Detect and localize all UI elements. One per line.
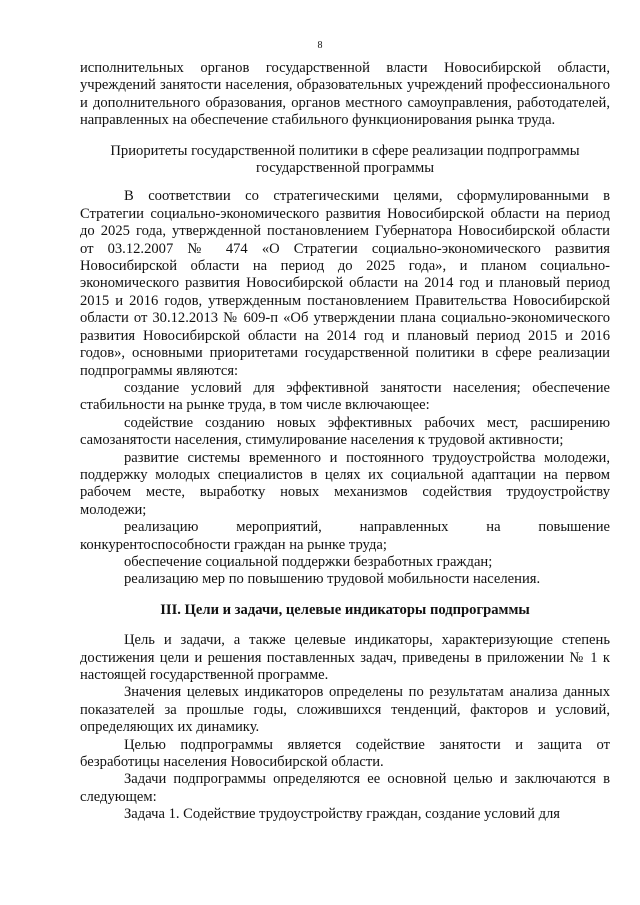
priority-item: содействие созданию новых эффективных рабочих мест, расширению самозанятости населения, стимулирование населения к трудовой активности; [80, 414, 610, 449]
priorities-heading: Приоритеты государственной политики в сфере реализации подпрограммы государственной программы [110, 142, 580, 177]
priority-item: развитие системы временного и постоянного трудоустройства молодежи, поддержку молодых специалистов в целях их социальной адаптации на первом рабочем месте, выработку новых механизмов содействия трудоустройству молодежи; [80, 449, 610, 518]
document-body [80, 60, 610, 824]
goals-paragraph: Цель и задачи, а также целевые индикаторы, характеризующие степень достижения цели и решения поставленных задач, приведены в приложении № 1 к настоящей государственной программе. [80, 632, 610, 683]
page-number: 8 [317, 40, 323, 51]
task-1-paragraph: Задача 1. Содействие трудоустройству граждан, создание условий для [124, 806, 561, 823]
intro-paragraph: исполнительных органов государственной власти Новосибирской области, учреждений занятости населения, образовательных учреждений профессионального и дополнительного образования, органов местного самоуправления, работодателей, направленных на обеспечение стабильного функционирования рынка труда. [80, 60, 610, 129]
goals-paragraph: Задачи подпрограммы определяются ее основной целью и заключаются в следующем: [80, 771, 610, 805]
priority-item: реализацию мероприятий, направленных на повышение конкурентоспособности граждан на рынке труда; [80, 519, 610, 553]
priority-item: создание условий для эффективной занятости населения; обеспечение стабильности на рынке труда, в том числе включающее: [80, 379, 610, 414]
goals-paragraph: Целью подпрограммы является содействие занятости и защита от безработицы населения Новосибирской области. [80, 736, 610, 771]
priority-item: обеспечение социальной поддержки безработных граждан; [124, 553, 493, 570]
section-iii-heading: III. Цели и задачи, целевые индикаторы подпрограммы [160, 601, 530, 618]
priorities-paragraph: В соответствии со стратегическими целями, сформулированными в Стратегии социально-экономического развития Новосибирской области на период до 2025 года, утвержденной постановлением Губернатора Новосибирской области от 03.12.2007 № 474 «О Стратегии социально-экономического развития Новосибирской области на период до 2025 года», и планом социально-экономического развития Новосибирской области на 2014 год и плановый период 2015 и 2016 годов, утвержденным постановлением Правительства Новосибирской области от 30.12.2013 № 609-п «Об утверждении плана социально-экономического развития Новосибирской области на 2014 год и плановый период 2015 и 2016 годов», основными приоритетами государственной политики в сфере реализации подпрограммы являются: [80, 188, 610, 379]
goals-paragraph: Значения целевых индикаторов определены по результатам анализа данных показателей за прошлые годы, сложившихся тенденций, факторов и условий, определяющих их динамику. [80, 684, 610, 736]
priority-item: реализацию мер по повышению трудовой мобильности населения. [124, 571, 541, 588]
